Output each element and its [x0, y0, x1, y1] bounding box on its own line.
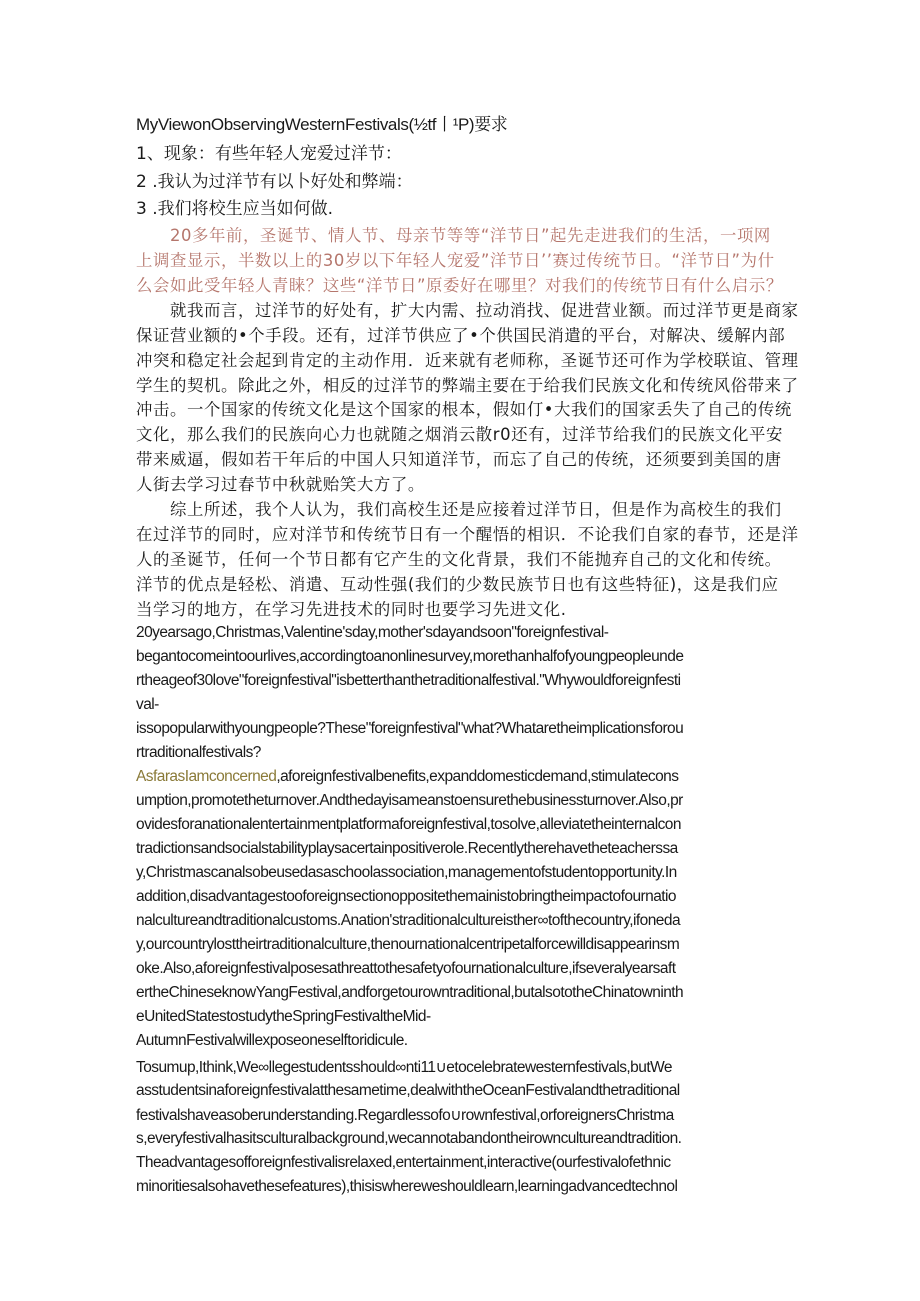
- en-conclusion-line: festivalshaveasoberunderstanding.Regardlessofo∪rownfestival,orforeignersChristma: [136, 1107, 674, 1124]
- en-body-line: addition,disadvantagestooforeignsectionoppositethemainistobringtheimpactofournatio: [136, 888, 676, 905]
- en-body-line: AutumnFestivalwillexposeoneselftoridicule.: [136, 1032, 408, 1049]
- cn-conclusion-line: 当学习的地方，在学习先进技术的同时也要学习先进文化.: [136, 600, 567, 619]
- cn-intro-line: 20多年前，圣诞节、情人节、母亲节等等“洋节日”起先走进我们的生活，一项网: [170, 226, 771, 245]
- en-intro-line: val-: [136, 696, 159, 713]
- en-conclusion-line: minoritiesalsohavethesefeatures),thisiswhereweshouldlearn,learningadvancedtechnol: [136, 1178, 678, 1195]
- en-body-line: ovidesforanationalentertainmentplatformaforeignfestival,tosolve,alleviatetheinternalcon: [136, 816, 681, 833]
- cn-body-line: 带来威逼，假如若干年后的中国人只知道洋节，而忘了自己的传统，还须要到美国的唐: [136, 450, 782, 469]
- en-body-line: ertheChineseknowYangFestival,andforgetourowntraditional,butalsototheChinatowninth: [136, 984, 684, 1001]
- cn-body-line: 文化，那么我们的民族向心力也就随之烟消云散r0还有，过洋节给我们的民族文化平安: [136, 425, 784, 444]
- en-body-line: tradictionsandsocialstabilityplaysacertainpositiverole.Recentlytherehavetheteacherssa: [136, 840, 678, 857]
- en-body-line: y,Christmascanalsobeusedasaschoolassociation,managementofstudentopportunity.In: [136, 864, 677, 881]
- cn-body-line: 学生的契机。除此之外，相反的过洋节的弊端主要在于给我们民族文化和传统风俗带来了: [136, 376, 799, 395]
- en-conclusion-line: s,everyfestivalhasitsculturalbackground,wecannotabandontheirowncultureandtradition.: [136, 1130, 682, 1147]
- en-conclusion-line: Tosumup,Ithink,We∞llegestudentsshould∞nti11∪etocelebratewesternfestivals,butWe: [136, 1059, 672, 1076]
- en-body-line: eUnitedStatestostudytheSpringFestivaltheMid-: [136, 1008, 431, 1025]
- en-intro-line: begantocomeintoourlives,accordingtoanonlinesurvey,morethanhalfofyoungpeopleunde: [136, 648, 684, 665]
- cn-conclusion-line: 人的圣诞节，任何一个节日都有它产生的文化背景，我们不能抛弃自己的文化和传统。: [136, 550, 782, 569]
- cn-intro-line: 么会如此受年轻人青睐？这些“洋节日”原委好在哪里？对我们的传统节日有什么启示？: [136, 276, 783, 295]
- en-conclusion-line: Theadvantagesofforeignfestivalisrelaxed,entertainment,interactive(ourfestivalofethnic: [136, 1154, 671, 1171]
- en-body-lead: AsfarasIamconcerned: [136, 768, 277, 785]
- en-intro-line: rtheageof30love"foreignfestival"isbetterthanthetraditionalfestival."Whywouldforeignfesti: [136, 672, 681, 689]
- cn-conclusion-line: 在过洋节的同时，应对洋节和传统节日有一个醒悟的相识．不论我们自家的春节，还是洋: [136, 525, 799, 544]
- en-body-first-rest: ,aforeignfestivalbenefits,expanddomesticdemand,stimulatecons: [276, 768, 679, 785]
- cn-conclusion-line: 洋节的优点是轻松、消遣、互动性强(我们的少数民族节日也有这些特征)，这是我们应: [136, 575, 779, 594]
- en-intro-line: 20yearsago,Christmas,Valentine'sday,mother'sdayandsoon"foreignfestival-: [136, 624, 609, 641]
- en-conclusion-line: asstudentsinaforeignfestivalatthesametime,dealwiththeOceanFestivalandthetraditional: [136, 1082, 680, 1099]
- cn-body-line: 保证营业额的•个手段。还有，过洋节供应了•个供国民消遣的平台，对解决、缓解内部: [136, 326, 786, 345]
- cn-body-line: 人街去学习过春节中秋就贻笑大方了。: [136, 475, 425, 494]
- cn-body-line: 冲突和稳定社会起到肯定的主动作用．近来就有老师称，圣诞节还可作为学校联谊、管理: [136, 351, 799, 370]
- en-body-line: y,ourcountrylosttheirtraditionalculture,thenournationalcentripetalforcewilldisappearinsm: [136, 936, 680, 953]
- essay-title: MyViewonObservingWesternFestivals(½tf丨¹P)要求: [136, 115, 508, 134]
- cn-body-line: 冲击。一个国家的传统文化是这个国家的根本，假如仃•大我们的国家丢失了自己的传统: [136, 400, 792, 419]
- requirement-3: 3 .我们将校生应当如何做.: [136, 199, 334, 219]
- cn-intro-line: 上调查显示，半数以上的30岁以下年轻人宠爱”洋节日’’赛过传统节日。“洋节日”为什: [136, 251, 775, 270]
- en-body-line: nalcultureandtraditionalcustoms.Anation'straditionalcultureisther∞tofthecountry,ifoneda: [136, 912, 681, 929]
- en-intro-line: issopopularwithyoungpeople?These"foreignfestival"what?Whataretheimplicationsforou: [136, 720, 684, 737]
- en-body-line: umption,promotetheturnover.Andthedayisameanstoensurethebusinessturnover.Also,pr: [136, 792, 683, 809]
- cn-conclusion-line: 综上所述，我个人认为，我们高校生还是应接着过洋节日，但是作为高校生的我们: [170, 500, 782, 519]
- cn-body-line: 就我而言，过洋节的好处有，扩大内需、拉动消找、促进营业额。而过洋节更是商家: [170, 301, 799, 320]
- requirement-2: 2 .我认为过洋节有以卜好处和弊端：: [136, 172, 413, 192]
- requirement-1: 1、现象：有些年轻人宠爱过洋节：: [136, 144, 402, 164]
- en-body-first-line: [136, 768, 678, 786]
- en-body-line: oke.Also,aforeignfestivalposesathreattothesafetyofournationalculture,ifseveralyearsaft: [136, 960, 676, 977]
- en-intro-line: rtraditionalfestivals?: [136, 744, 261, 761]
